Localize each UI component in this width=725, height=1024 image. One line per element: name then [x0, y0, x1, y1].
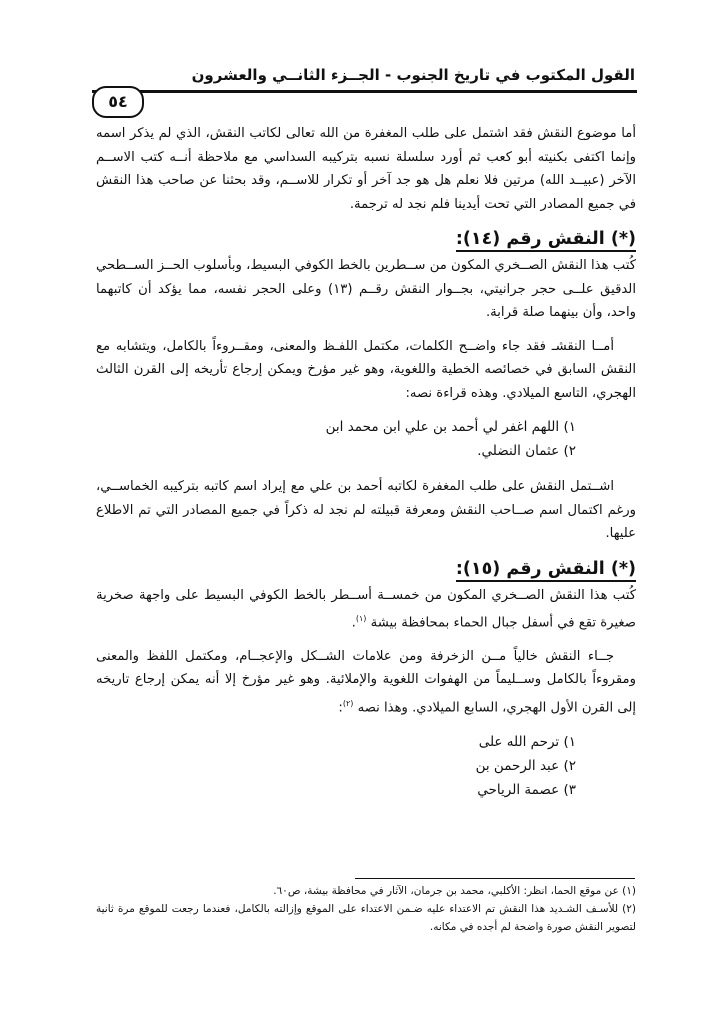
section14-paragraph-2: أمــا النقشـ فقد جاء واضــح الكلمات، مكتمل اللفـظ والمعنى، ومقــروءاً بالكامل، ويتشابه مع النقش السابق في خصائصه الخطية واللغوية، وهو غير مؤرخ ويمكن إرجاع تأريخه إلى القرن الثالث الهجري، التاسع الميلادي. وهذه قراءة نصه:: [96, 338, 636, 401]
page-number: ٥٤: [92, 86, 144, 118]
inscription-15-line: ٢) عبد الرحمن بن: [475, 757, 576, 774]
inscription-14-line: ١) اللهم اغفر لي أحمد بن علي ابن محمد ابن: [325, 419, 576, 435]
inscription-14-line: ٢) عثمان النضلي.: [477, 443, 576, 459]
footnote-ref-2[interactable]: (٢): [342, 698, 354, 708]
inscription-14: [96, 415, 636, 463]
inscription-15-line: ١) ترحم الله على: [478, 733, 576, 750]
inscription-15: [96, 730, 636, 802]
body-text: [96, 122, 636, 814]
section15-paragraph-1-text: كُتب هذا النقش الصــخري المكون من خمســة أســطر بالخط الكوفي البسيط على واجهة صخرية صغيرة تقع في أسفل جبال الحماء بمحافظة بيشة: [96, 587, 636, 631]
section14-paragraph-1: كُتب هذا النقش الصــخري المكون من ســطرين بالخط الكوفي البسيط، وبأسلوب الحــز الســطحي الدقيق علــى حجر جرانيتي، بجــوار النقش رقــم (١٣) وعلى الحجر نفسه، مما يؤكد أن كاتبهما واحد، وأن بينهما صلة قرابة.: [96, 258, 636, 320]
section15-paragraph-2-text: جــاء النقش خالياً مــن الزخرفة ومن علامات الشــكل والإعجــام، ومكتمل اللفظ والمعنى ومقروءاً بالكامل وســليماً من الهفوات اللغوية والإملائية. وهو غير مؤرخ إلا أنه يمكن إرجاع تاريخه إلى القرن الأول الهجري، السابع الميلادي. وهذا نصه: [96, 648, 636, 716]
running-header: [92, 62, 637, 96]
footnote-ref-1[interactable]: (١): [355, 614, 367, 623]
section14-paragraph-3: اشــتمل النقش على طلب المغفرة لكاتبه أحمد بن علي مع إيراد اسم كاتبه بتركيبه الخماســي، ورغم اكتمال اسم صــاحب النقش ومعرفة قبيلته لم نجد له ذكراً في جميع المصادر التي تم الاطلاع عليها.: [96, 479, 636, 541]
footnote-separator: [355, 878, 635, 879]
section-heading-14: [96, 226, 636, 252]
section-heading-15-title: (*) النقش رقم (١٥):: [456, 559, 636, 582]
footnotes: [96, 882, 636, 936]
section-heading-14-title: (*) النقش رقم (١٤):: [456, 229, 636, 252]
section15-paragraph-2: جــاء النقش خالياً مــن الزخرفة ومن علامات الشــكل والإعجــام، ومكتمل اللفظ والمعنى ومقروءاً بالكامل وســليماً من الهفوات اللغوية والإملائية. وهو غير مؤرخ إلا أنه يمكن إرجاع تاريخه إلى القرن الأول الهجري، السابع الميلادي. وهذا نصه $^{(٢)}$:: [96, 648, 636, 716]
intro-paragraph: أما موضوع النقش فقد اشتمل على طلب المغفرة من الله تعالى لكاتب النقش، الذي لم يذكر اسمه وإنما اكتفى بكنيته أبو كعب ثم أورد سلسلة نسبه بتركيبه السداسي مع ملاحظة أنــه كتب الاســم الآخر (عبيــد الله) مرتين فلا نعلم هل هو جد آخر أو تكرار للاســم، وقد بحثنا عن صاحب هذا النقش في جميع المصادر التي تحت أيدينا فلم نجد له ترجمة.: [96, 126, 636, 212]
header-rule: [92, 90, 637, 93]
inscription-15-line: ٣) عصمة الرياحي: [477, 781, 576, 798]
section15-paragraph-1: كُتب هذا النقش الصــخري المكون من خمســة أســطر بالخط الكوفي البسيط على واجهة صخرية صغيرة تقع في أسفل جبال الحماء بمحافظة بيشة $^{(١)}$.: [96, 587, 636, 631]
header-title: القول المكتوب في تاريخ الجنوب - الجــزء الثانــي والعشرون: [191, 66, 635, 84]
section-heading-15: [96, 556, 636, 582]
footnote-1: (١) عن موقع الحما، انظر: الأكلبي، محمد بن جرمان، الآثار في محافظة بيشة، ص٦٠.: [273, 885, 636, 897]
footnote-2: (٢) للأسـف الشـديد هذا النقش تم الاعتداء عليه ضـمن الاعتداء على الموقع وإزالته بالكامل، فعندما رجعت للموقع مرة ثانية لتصوير النقش صورة واضحة لم أجده في مكانه.: [96, 903, 636, 933]
